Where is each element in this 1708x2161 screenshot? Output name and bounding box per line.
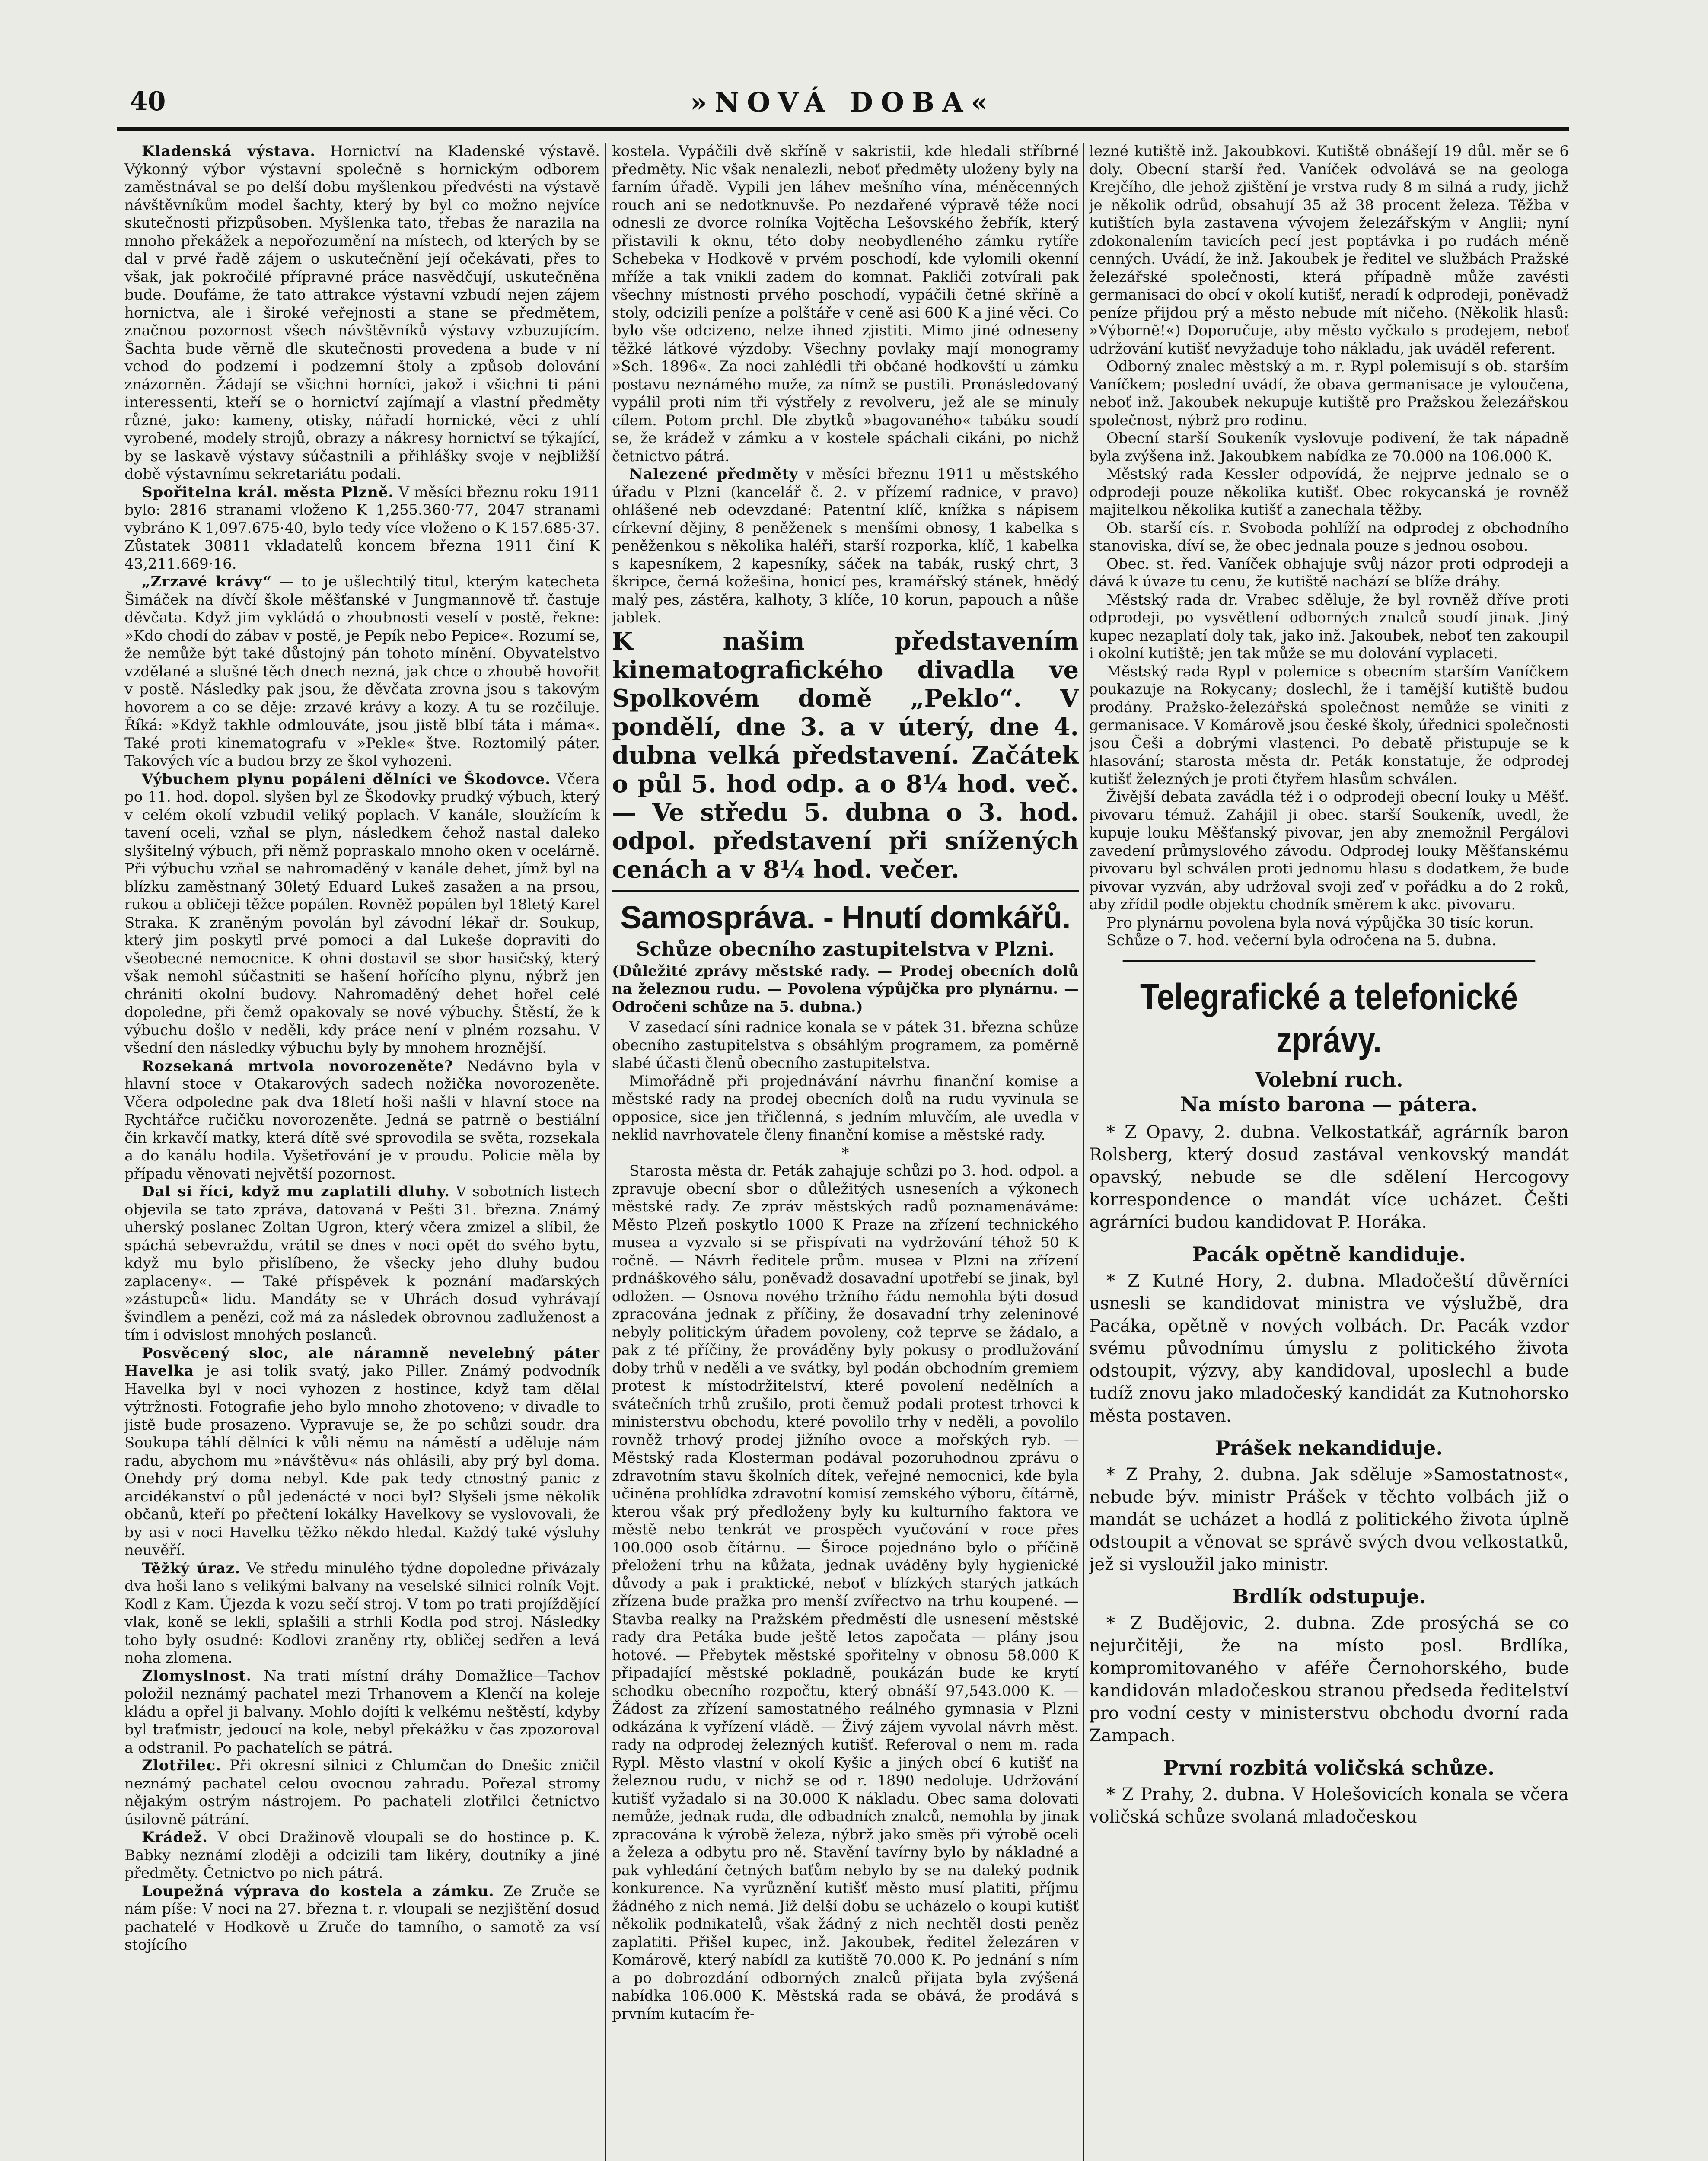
news-item: * Z Opavy, 2. dubna. Velkostatkář, agrárník baron Rolsberg, který dosud zastával venkovský mandát opavský, nebude se dle sdělení Hercogovy korrespondence o mandát více ucházet. Češti agrárníci budou kandidovat P. Horáka. [1089, 1122, 1569, 1232]
article-lead: Nalezené předměty [629, 465, 798, 483]
article [124, 1829, 600, 1883]
article-text: V obci Dražinově vloupali se do hostince p. K. Babky neznámí zloději a odcizili tam likéry, doutníky a jiné předměty. Četnictvo po nich pátrá. [124, 1829, 600, 1882]
article [124, 1883, 600, 1954]
news-item: * Z Kutné Hory, 2. dubna. Mladočeští důvěrníci usnesli se kandidovat ministra ve výslužbě, dra Pacáka, opětně v nových volbách. Dr. Pacák vzdor svému původnímu úmyslu z politického života odstoupit, výzvy, aby kandidoval, uposlechl a bude tudíž znovu jako mladočeský kandidát za Kutnohorsko města postaven. [1089, 1271, 1569, 1426]
article-lead: Rozsekaná mrtvola novorozeněte? [142, 1057, 454, 1075]
article-lead: Spořitelna král. města Plzně. [142, 483, 394, 501]
telegraph-section-title: Telegrafické a telefonické zprávy. [1123, 960, 1536, 1061]
article [124, 573, 600, 771]
article [124, 1757, 600, 1829]
article-text: Při okresní silnici z Chlumčan do Dnešic zničil neznámý pachatel celou ovocnou zahradu. Pořezal stromy nějakým ostrým nástrojem. Po pachateli zlotřilci četnictvo úsilovně pátrání. [124, 1757, 600, 1828]
article-lead: Krádež. [142, 1829, 208, 1846]
paragraph: Odborný znalec městský a m. r. Rypl polemisují s ob. starším Vaníčkem; poslední uvádí, že obava germanisace je vyloučena, neboť inž. Jakoubek nekupuje kutiště pro Pražskou železářskou společnost, nýbrž pro rodinu. [1089, 358, 1569, 429]
column-right [1089, 143, 1569, 2161]
article-lead: Dal si říci, když mu zaplatili dluhy. [142, 1183, 450, 1200]
article [124, 1560, 600, 1667]
meeting-summary: (Důležité zprávy městské rady. — Prodej obecních dolů na železnou rudu. — Povolena výpůjčka pro plynárnu. —Odročeni schůze na 5. dubna.) [612, 962, 1079, 1016]
article-lead: „Zrzavé krávy“ [142, 573, 272, 590]
article-lead: Posvěcený sloc, ale náramně nevelebný páter Havelka [124, 1344, 600, 1380]
article-lead: Zlomyslnost. [142, 1667, 252, 1685]
article-text: Hornictví na Kladenské výstavě. Výkonný výbor výstavní společně s hornickým odborem zaměstnával se po delší dobu myšlenkou předvésti na výstavě návštěvníkům model šachty, který by byl co možno nejvíce skutečnosti přizpůsoben. Myšlenka tato, třebas že narazila na mnoho překážek a nepořozumění na místech, od kterých by se dal v prvé řadě zájem o uskutečnění její očekávati, přes to však, jak pokročilé přípravné práce nasvědčují, uskutečněna bude. Doufáme, že tato attrakce výstavní vzbudí nejen zájem hornictva, ale i široké veřejnosti a stane se předmětem, značnou pozornost všech návštěvníků výstavy vzbuzujícím. Šachta bude věrně dle skutečnosti provedena a bude v ní vchod do podzemí i podzemní štoly a způsob dolování znázorněn. Žádají se všichni horníci, jakož i všichni ti páni interessenti, kteří se o hornictví zajímají a vlastní předměty různé, jako: kameny, otisky, nářadí hornické, věci z uhlí vyrobené, modely strojů, obrazy a nákresy hornictví se týkající, by se laskavě výstavy súčastnili a přihlášky svoje v nejbližší době výstavnímu sekretariátu podali. [124, 143, 600, 483]
article [612, 465, 1079, 627]
article-text: V měsíci březnu roku 1911 bylo: 2816 stranami vloženo K 1,255.360·77, 2047 stranami vybráno K 1,097.675·40, bylo tedy více vloženo o K 157.685·37. Zůstatek 30811 vkladatelů koncem března 1911 činí K 43,211.669·16. [124, 483, 600, 573]
paragraph: Městský rada Kessler odpovídá, že nejprve jednalo se o odprodeji pouze několika kutišť. Obec rokycanská je rovněž majitelkou několika kutišť a zanechala těžby. [1089, 465, 1569, 519]
news-headline: Brdlík odstupuje. [1232, 1584, 1426, 1608]
paragraph: Mimořádně při projednávání návrhu finanční komise a městské rady na prodej obecních dolů na rudu vyvinula se opposice, sice jen třičlenná, s jedním mluvčím, ale uvedla v neklid navrhovatele členy finanční komise a městské rady. [612, 1072, 1079, 1144]
news-headline: Pacák opětně kandiduje. [1192, 1242, 1466, 1266]
column-local-news [124, 143, 600, 2161]
telegraph-subheading: Na místo barona — pátera. [1180, 1092, 1478, 1116]
news-headline: Prášek nekandiduje. [1215, 1436, 1443, 1460]
paragraph: V zasedací síni radnice konala se v pátek 31. března schůze obecního zastupitelstva s obsáhlým programem, za poměrně slabé účasti členů obecního zastupitelstva. [612, 1019, 1079, 1072]
cinema-advertisement: K našim představením kinematografického divadla ve Spolkovém domě „Peklo“. V pondělí, dne 3. a v úterý, dne 4. dubna velká představení. Začátek o půl 5. hod odp. a o 8¼ hod. več. — Ve středu 5. dubna o 3. hod. odpol. představení při snížených cenách a v 8¼ hod. večer. [612, 627, 1079, 884]
article [124, 1345, 600, 1560]
separator-asterisk: * [841, 1144, 849, 1162]
paragraph: Městský rada Rypl v polemice s obecním starším Vaníčkem poukazuje na Rokycany; doslechl, že i tamější kutiště budou prodány. Pražsko-železářská společnost nemůže se viniti z germanisace. V Komárově jsou české školy, úřednici společnosti jsou Češi a dobrými vlastenci. Po debatě přistupuje se k hlasování; starosta města dr. Peták konstatuje, že odprodej kutišť železných je proti čtyřem hlasům schválen. [1089, 663, 1569, 788]
column-middle [612, 143, 1079, 2161]
article-lead: Kladenská výstava. [142, 143, 316, 160]
page-number: 40 [130, 86, 166, 117]
meeting-headline: Schůze obecního zastupitelstva v Plzni. [636, 938, 1055, 960]
article-text: Na trati místní dráhy Domažlice—Tachov položil neznámý pachatel mezi Trhanovem a Klenčí na koleje kládu a opřel ji balvany. Mohlo dojíti k velkému neštěstí, kdyby byl traťmistr, jedoucí na kole, nebyl překážku v čas zpozoroval a odstranil. Po pachatelích se pátrá. [124, 1667, 600, 1756]
article [124, 1058, 600, 1183]
paragraph: lezné kutiště inž. Jakoubkovi. Kutiště obnášejí 19 důl. měr se 6 doly. Obecní starší řed. Vaníček odvolává se na geologa Krejčího, dle jehož zjištění je vrstva rudy 8 m silná a rudy, jichž je několik odrůd, obsahují 35 až 38 procent železa. Těžba v kutištích byla zastavena vývojem železářským v Anglii; nyní zdokonalením tavicích pecí jest poptávka i po rudách méně cenných. Uvádí, že inž. Jakoubek je ředitel ve službách Pražské železářské společnosti, která případně může zavésti germanisaci do obcí v okolí kutišť, neradí k odprodeji, poněvadž peníze přijdou prý a město nebude mít ničeho. (Několik hlasů: »Výborně!«) Doporučuje, aby město vyčkalo s prodejem, neboť udržování kutišť nevyžaduje toho nákladu, jak uváděl referent. [1089, 143, 1569, 357]
article-continuation: kostela. Vypáčili dvě skříně v sakristii, kde hledali stříbrné předměty. Nic však nenalezli, neboť předměty uloženy byly na farním úřadě. Vypili jen láhev mešního vína, méněcenných rouch ani se nedotknuvše. Po nezdařené výpravě téže noci odnesli ze dvorce rolníka Vojtěcha Lešovského žebřík, který přistavili k oknu, této doby neobydleného zámku rytíře Schebeka v Hodkově v prvém poschodí, kde vylomili okenní mříže a tak vnikli zadem do komnat. Pakliči zotvírali pak všechny místnosti prvého poschodí, vypáčili četné skříně a stoly, odcizili peníze a polštáře v ceně asi 600 K a jiné věci. Co bylo vše odcizeno, nelze ihned zjistiti. Mimo jiné odneseny těžké látkové výzdoby. Všechny povlaky mají monogramy »Sch. 1896«. Za noci zahlédli tři občané hodkovští u zámku postavu neznámého muže, za nímž se pustili. Pronásledovaný vypálil proti nim tři výstřely z revolveru, jež ale se minuly cílem. Potom prchl. Dle zbytků »bagovaného« tabáku soudí se, že krádež v zámku a v kostele spáchali cikáni, po nichž četnictvo pátrá. [612, 143, 1079, 465]
paragraph: Obec. st. řed. Vaníček obhajuje svůj názor proti odprodeji a dává k úvaze tu cenu, že kutiště nachází se blíže dráhy. [1089, 555, 1569, 590]
telegraph-news [1089, 1121, 1569, 1828]
article-text: V sobotních listech objevila se tato zpráva, datovaná v Pešti 31. března. Známý uherský poslanec Zoltan Ugron, který včera zmizel a slíbil, že spáchá sebevraždu, vrátil se dnes v noci opět do svého bytu, když mu bylo přislíbeno, že všecky jeho dluhy budou zaplaceny«. — Také příspěvek k poznání maďarských »zástupců« lidu. Mandáty se v Uhrách dosud vyhrávají švindlem a penězi, což má za následek obrovnou zadluženost a tím i odvislost mnohých poslanců. [124, 1183, 600, 1344]
article-text: je asi tolik svatý, jako Piller. Známý podvodník Havelka byl v noci vyhozen z hostince, když tam dělal výtržnosti. Fotografie jeho bylo mnoho zhotoveno; v divadle to jistě bude prosazeno. Vypravuje se, že po schůzi soudr. dra Soukupa táhlí dělníci k vůli němu na náměstí a uděluje nám radu, abychom mu »návštěvu« nás ohlásili, aby prý byl doma. Onehdy prý doma nebyl. Kde pak tedy ctnostný panic z arcidékanství o půl jedenácté v noci byl? Slyšeli jsme několik občanů, kteří po přečtení lokálky Havelkovy se vyslovovali, že by asi v noci Havelku těžko někdo hledal. Každý také výsluhy neuvěří. [124, 1362, 600, 1559]
article-text: v měsíci březnu 1911 u městského úřadu v Plzni (kancelář č. 2. v přízemí radnice, v pravo) ohlášené neb odevzdané: Patentní klíč, knížka s nápisem církevní dějiny, 8 peněženek s menšími obnosy, 1 kabelka s peněženkou s několika haléři, starší rozporka, klíč, 1 kabelka s kapesníkem, 2 kapesníky, sáček na tabák, ruský chrt, 3 škripce, černá kožešina, honicí pes, kramářský stánek, hnědý malý pes, zástěra, kalhoty, 3 klíče, 10 korun, papouch a nůše jablek. [612, 465, 1079, 626]
article-text: Nedávno byla v hlavní stoce v Otakarových sadech nožička novorozeněte. Včera odpoledne pak dva 18letí hoši našli v hlavní stoce na Rychtářce ručičku novorozeněte. Jedná se patrně o bestiální čin krkavčí matky, která dítě své sprovodila se světa, rozsekala a do kanálu hodila. Vyšetřování je v proudu. Policie měla by případu věnovati největší pozornost. [124, 1057, 600, 1182]
article-lead: Loupežná výprava do kostela a zámku. [142, 1882, 494, 1900]
newspaper-title: »NOVÁ DOBA« [690, 86, 996, 118]
article-text: Ze Zruče se nám píše: V noci na 27. března t. r. vloupali se nezjištění dosud pachatelé v Hodkově u Zruče do tamního, o samotě za vsí stojícího [124, 1882, 600, 1954]
article-text: — to je ušlechtilý titul, kterým katecheta Šimáček na dívčí škole měšťanské v Jungmannově tř. častuje děvčata. Když jim vykládá o zhoubnosti veselí v postě, řekne: »Kdo chodí do zábav v postě, je Pepík nebo Pepice«. Rozumí se, že nemůže být také důstojný pán tohoto mínění. Obyvatelstvo vzdělané a slušné těch dnech nezná, jak chce o zhoubě hovořit v postě. Následky pak jsou, že děvčata zrovna jsou s takovým hovorem a co se děje: zrzavé krávy a kozy. A tu se rozčiluje. Říká: »Když takhle odmlouváte, jsou jistě blbí táta i máma«. Také proti kinematografu v »Pekle« štve. Roztomilý páter. Takových víc a budou brzy ze škol vyhozeni. [124, 573, 600, 770]
header-rule [117, 127, 1569, 131]
article [124, 484, 600, 574]
paragraph: Pro plynárnu povolena byla nová výpůjčka 30 tisíc korun. [1106, 914, 1534, 931]
paragraph: Ob. starší cís. r. Svoboda pohlíží na odprodej z obchodního stanoviska, díví se, že obec jednala pouze s jednou osobou. [1089, 519, 1569, 555]
article [124, 143, 600, 484]
paragraph: Starosta města dr. Peták zahajuje schůzi po 3. hod. odpol. a zpravuje obecní sbor o důležitých usneseních a výkonech městské rady. Ze zpráv městských radů poznamenáváme: Město Plzeň poskytlo 1000 K Praze na zřízení technického musea a vyzvalo si se přispívati na vydržování téhož 50 K ročně. — Návrh ředitele prům. musea v Plzni na zřízení prdnáškového sálu, poněvadž dosavadní upotřebí se jinak, byl odložen. — Osnova nového tržního řádu nemohla býti dosud zpracována jednak z příčiny, že dosavadní trhy zeleninové nebyly politickým úřadem povoleny, což teprve se žádalo, a pak z té příčiny, že prováděny byly pokusy o prodlužování doby trhů v neděli a ve svátky, byl podán obchodním gremiem protest k místodržitelství, které povolení nedělních a svátečních trhů zrušilo, proti čemuž podali protest trhovci k ministerstvu obchodu, které povolilo trhy v neděli, a povolilo rovněž trhový prodej jižního ovoce a mořských ryb. — Městský rada Klosterman podával pozoruhodnou zprávu o zdravotním stavu školních dítek, veřejné nemocnici, kde byla učiněna prohlídka zdravotní komisí zemského výboru, čítárně, kterou však prý předloženy byly ku kulturního faktora ve městě nebo tenkrát ve prospěch vyučování v roce přes 100.000 osob čítárnu. — Široce pojednáno bylo o příčině přeložení trhu na kůžata, jednak uváděny byly hygienické důvody a pak i praktické, neboť v blízkých starých jatkách zřízena bude pražka pro menší zvířectvo na trhu koupené. — Stavba realky na Pražském předměstí dle usnesení městské rady dra Petáka bude ještě letos započata — plány jsou hotové. — Přebytek městské spořitelny v obnosu 58.000 K připadající městské pokladně, poukázán bude ke krytí schodku obecního rozpočtu, který obnáší 97,543.000 K. — Žádost za zřízení samostatného reálného gymnasia v Plzni odkázána k vyřízení vládě. — Živý zájem vyvolal návrh měst. rady na odprodej železných kutišť. Referoval o nem m. rada Rypl. Město vlastní v okolí Kyšic a jiných obcí 6 kutišť na železnou rudu, v nichž se od r. 1890 nedoluje. Udržování kutišť vyžadalo si na 30.000 K nákladu. Obec sama dolovati nemůže, jednak ruda, dle odbadních znalců, nemohla by jinak zpracována k výrobě železa, nýbrž jako směs při výrobě oceli a železa a odbytu pro ně. Stavění tavírny bylo by nákladné a pak vyhledání četných baťům nebylo by se na daleký podnik konkurence. Na vyrůznění kutišť město musí platiti, příjmu žádného z nich nemá. Již delší dobu se ucházelo o koupi kutišť několik podnikatelů, však žádný z nich nechtěl dosti peněz zaplatiti. Přišel kupec, inž. Jakoubek, ředitel železáren v Komárově, který nabídl za kutiště 70.000 K. Po jednání s ním a po dobrozdání odborných znalců přijata byla zvýšená nabídka 106.000 K. Městská rada se obává, že prodává s prvním kutacím ře- [612, 1162, 1079, 2023]
news-item: * Z Prahy, 2. dubna. V Holešovicích konala se včera voličská schůze svolaná mladočeskou [1089, 1784, 1569, 1827]
article [124, 1667, 600, 1757]
article [124, 771, 600, 1058]
paragraph: Obecní starší Soukeník vyslovuje podivení, že tak nápadně byla zvýšena inž. Jakoubkem nabídka ze 70.000 na 106.000 K. [1089, 430, 1569, 465]
section-title: Samospráva. - Hnutí domkářů. [612, 890, 1079, 936]
paragraph: Městský rada dr. Vrabec sděluje, že byl rovněž dříve proti odprodeji, po vysvětlení odborných znalců soudí jinak. Jiný kupec nezaplatí doly tak, jako inž. Jakoubek, neboť ten zakoupil i okolní kutiště; jen tak může se mu dolování vyplaceti. [1089, 591, 1569, 662]
news-headline: První rozbitá voličská schůze. [1163, 1756, 1495, 1779]
article-lead: Výbuchem plynu popáleni dělníci ve Škodovce. [142, 770, 551, 788]
masthead [117, 86, 1569, 138]
paragraph: Živější debata zavádla též i o odprodeji obecní louky u Měšť. pivovaru témuž. Zahájil ji obec. starší Soukeník, uvedl, že kupuje louku Měšťanský pivovar, jen aby znemožnil Pergálovi zavedení průmyslového závodu. Odprodej louky Měšťanskému pivovaru byl schválen proti jednomu hlasu s dodatkem, že bude pivovar vyzván, aby udržoval svoji zeď v pořádku a do 2 roků, aby zřídil podle objektu chodník směrem k akc. pivovaru. [1089, 788, 1569, 913]
article-lead: Zlotřilec. [142, 1757, 222, 1774]
article-text: Včera po 11. hod. dopol. slyšen byl ze Škodovky prudký výbuch, který v celém okolí vzbudil veliký poplach. V kanále, sloužícím k tavení oceli, vzňal se plyn, následkem čehož nastal daleko slyšitelný výbuch, při němž popraskalo mnoho oken v ocelárně. Při výbuchu vzňal se nahromaděný v kanále dehet, jímž byl na blízku zaměstnaný 30letý Eduard Lukeš zasažen a na prsou, rukou a obličeji těžce popálen. Rovněž popálen byl 18letý Karel Straka. K zraněným povolán byl závodní lékař dr. Soukup, který jim poskytl prvé pomoci a dal Lukeše dopraviti do všeobecné nemocnice. K ohni dostavil se sbor hasičský, který však nemohl súčastniti se hašení hořícího plynu, nýbrž jen chrániti okolní budovy. Nahromaděný dehet hořel celé dopoledne, při čemž opakovaly se nové výbuchy. Štěstí, že k výbuchu došlo v neděli, kdy práce není v plném rozsahu. V všední den následky výbuchu byly by mnohem hroznější. [124, 770, 600, 1057]
news-item: * Z Budějovic, 2. dubna. Zde prosýchá se co nejurčitěji, že na místo posl. Brdlíka, kompromitovaného v aféře Černohorského, bude kandidován mladočeskou stranou předseda ředitelství pro vodní cesty v ministerstvu obchodu dvorní rada Zampach. [1089, 1613, 1569, 1746]
news-item: * Z Prahy, 2. dubna. Jak sděluje »Samostatnost«, nebude býv. ministr Prášek v těchto volbách již o mandát se ucházet a hodlá z politického života úplně odstoupit a věnovat se správě svých dvou velkostatků, jež si vysloužil jako ministr. [1089, 1464, 1569, 1575]
paragraph: Schůze o 7. hod. večerní byla odročena na 5. dubna. [1106, 932, 1497, 949]
column-divider [1083, 143, 1084, 2161]
article-lead: Těžký úraz. [142, 1559, 240, 1577]
column-divider [605, 143, 606, 2161]
article [124, 1183, 600, 1345]
telegraph-subheading: Volební ruch. [1255, 1068, 1403, 1091]
article-text: Ve středu minulého týdne dopoledne přivázaly dva hoši lano s velikými balvany na veselské silnici rolník Vojt. Kodl z Kam. Újezda k vozu sečí stroj. V tom po trati projíždějící vlak, koně se lekli, splašili a strhli Kodla pod stroj. Následky toho byly osudné: Kodlovi zraněny rty, obličej sedřen a levá noha zlomena. [124, 1559, 600, 1667]
